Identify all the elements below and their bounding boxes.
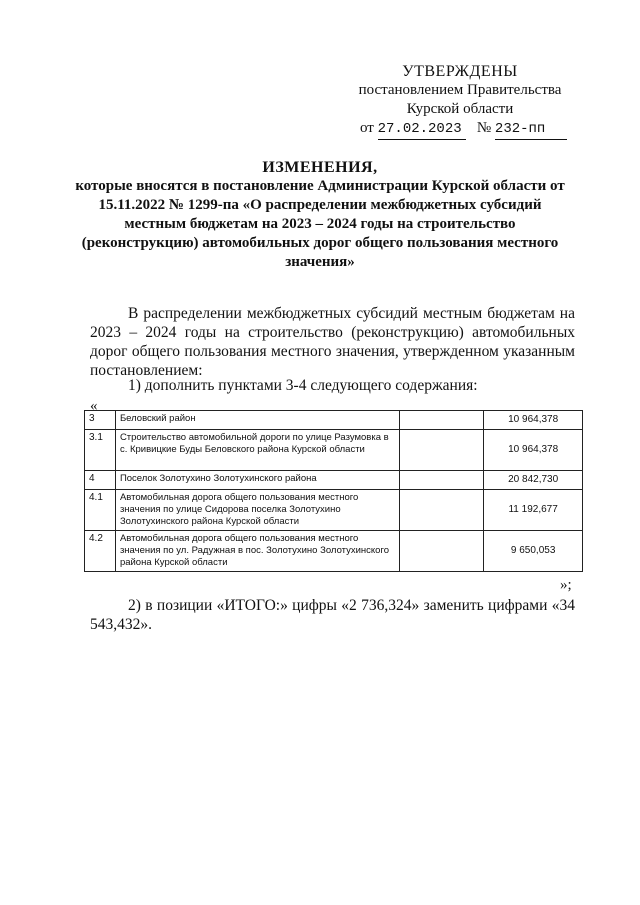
row-number: 4	[85, 471, 116, 490]
row-name: Поселок Золотухино Золотухинского района	[115, 471, 399, 490]
document-title	[70, 158, 570, 272]
open-quote: «	[90, 398, 98, 414]
row-amount: 20 842,730	[484, 471, 583, 490]
date-prefix: от	[360, 120, 374, 136]
approval-line-2: Курской области	[406, 101, 514, 117]
row-amount: 11 192,677	[484, 490, 583, 531]
table-row	[85, 490, 583, 531]
title-main: ИЗМЕНЕНИЯ,	[262, 159, 378, 176]
row-name: Автомобильная дорога общего пользования местного значения по ул. Радужная в пос. Золотухино Золотухинского района Курской области	[115, 531, 399, 572]
item-2-paragraph: 2) в позиции «ИТОГО:» цифры «2 736,324» заменить цифрами «34 543,432».	[90, 597, 575, 633]
approval-number: 232-пп	[495, 120, 567, 140]
number-prefix: №	[476, 120, 492, 136]
row-amount: 10 964,378	[484, 430, 583, 471]
approval-line-1: постановлением Правительства	[358, 82, 562, 98]
table-row	[85, 531, 583, 572]
row-empty-cell	[399, 411, 484, 430]
table-row	[85, 471, 583, 490]
row-number: 4.2	[85, 531, 116, 572]
close-quote: »;	[560, 577, 572, 593]
title-subtitle: которые вносятся в постановление Администрации Курской области от 15.11.2022 № 1299-па «О распределении межбюджетных субсидий местным бюджетам на 2023 – 2024 годы на строительство (реконструкцию) автомобильных дорог общего пользования местного значения»	[75, 178, 565, 270]
item-1-paragraph: 1) дополнить пунктами 3-4 следующего содержания:	[128, 377, 478, 394]
approval-block	[330, 62, 590, 140]
approval-date-line	[330, 119, 590, 140]
amendment-table	[84, 410, 583, 572]
row-empty-cell	[399, 531, 484, 572]
row-empty-cell	[399, 430, 484, 471]
approval-heading: УТВЕРЖДЕНЫ	[402, 63, 518, 80]
row-number: 4.1	[85, 490, 116, 531]
row-name: Строительство автомобильной дороги по улице Разумовка в с. Кривицкие Буды Беловского района Курской области	[115, 430, 399, 471]
approval-date: 27.02.2023	[378, 120, 466, 140]
table-row	[85, 430, 583, 471]
row-number: 3	[85, 411, 116, 430]
row-amount: 9 650,053	[484, 531, 583, 572]
row-amount: 10 964,378	[484, 411, 583, 430]
intro-paragraph: В распределении межбюджетных субсидий местным бюджетам на 2023 – 2024 годы на строительство (реконструкцию) автомобильных дорог общего пользования местного значения, утвержденном указанным постановлением:	[90, 305, 575, 379]
row-empty-cell	[399, 490, 484, 531]
row-empty-cell	[399, 471, 484, 490]
row-name: Автомобильная дорога общего пользования местного значения по улице Сидорова поселка Золотухино Золотухинского района Курской области	[115, 490, 399, 531]
table-row	[85, 411, 583, 430]
row-number: 3.1	[85, 430, 116, 471]
row-name: Беловский район	[115, 411, 399, 430]
